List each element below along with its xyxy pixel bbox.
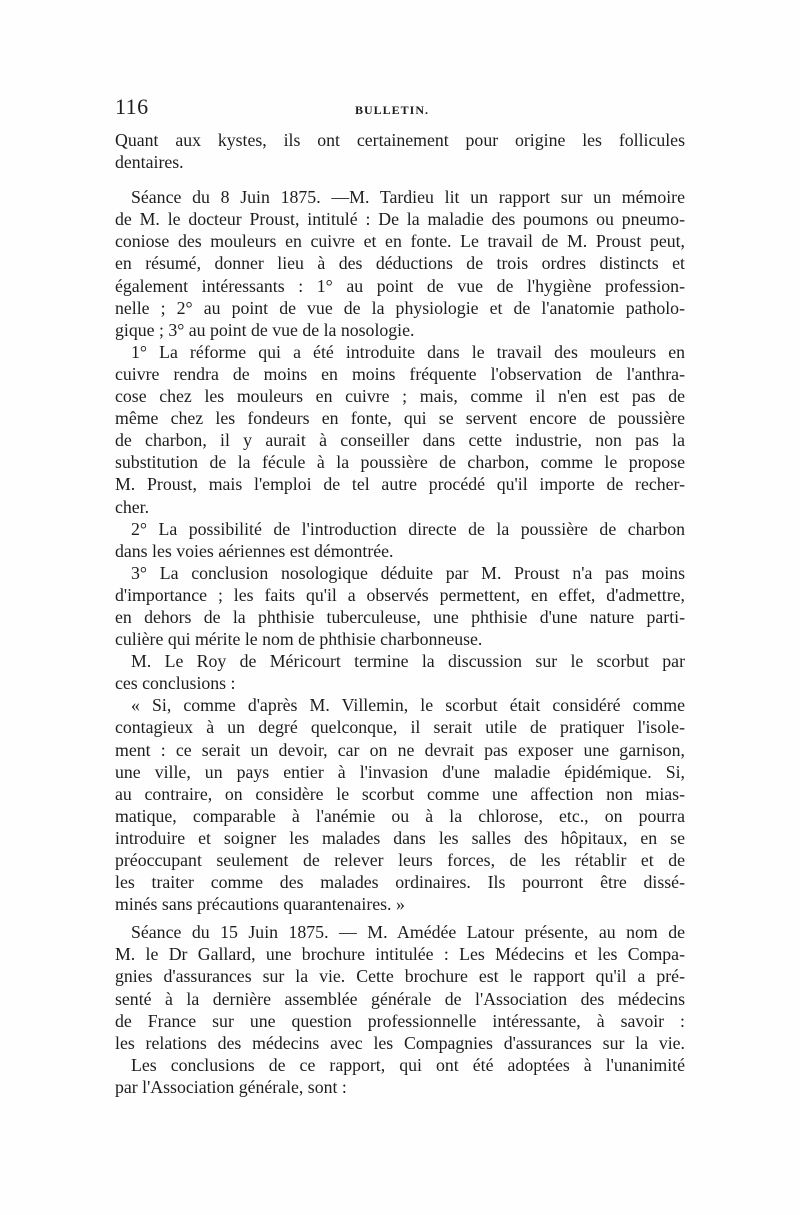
text-line: même chez les fondeurs en fonte, qui se servent encore de poussière <box>115 408 685 429</box>
text-line: senté à la dernière assemblée générale de l'Association des médecins <box>115 988 685 1009</box>
text-line: cuivre rendra de moins en moins fréquente l'observation de l'anthra- <box>115 363 685 384</box>
page-header <box>115 94 685 124</box>
text-line: M. Le Roy de Méricourt termine la discussion sur le scorbut par <box>131 651 685 672</box>
text-line: 1° La réforme qui a été introduite dans le travail des mouleurs en <box>131 341 685 362</box>
text-line: dans les voies aériennes est démontrée. <box>115 540 394 561</box>
text-line: cose chez les mouleurs en cuivre ; mais, comme il n'en est pas de <box>115 386 685 407</box>
text-line: cher. <box>115 496 150 517</box>
text-line: M. le Dr Gallard, une brochure intitulée : Les Médecins et les Compa- <box>115 944 685 965</box>
page-number: 116 <box>115 94 149 119</box>
text-line: Quant aux kystes, ils ont certainement pour origine les follicules <box>115 130 685 150</box>
text-line: de M. le docteur Proust, intitulé : De la maladie des poumons ou pneumo- <box>115 209 685 230</box>
text-line: substitution de la fécule à la poussière de charbon, comme le propose <box>115 452 685 473</box>
text-line: Les conclusions de ce rapport, qui ont été adoptées à l'unanimité <box>131 1054 685 1075</box>
text-line: les relations des médecins avec les Compagnies d'assurances sur la vie. <box>115 1032 685 1053</box>
text-line: matique, comparable à l'anémie ou à la chlorose, etc., on pourra <box>115 805 685 826</box>
text-line: 2° La possibilité de l'introduction directe de la poussière de charbon <box>131 518 685 539</box>
text-line: les traiter comme des malades ordinaires. Ils pourront être dissé- <box>115 872 685 893</box>
body-text <box>115 129 685 1098</box>
text-line: au contraire, on considère le scorbut comme une affection non mias- <box>115 783 685 804</box>
text-line: préoccupant seulement de relever leurs forces, de les rétablir et de <box>115 850 685 870</box>
text-line: Séance du 15 Juin 1875. — M. Amédée Latour présente, au nom de <box>131 922 685 943</box>
text-line: gnies d'assurances sur la vie. Cette brochure est le rapport qu'il a pré- <box>115 966 685 987</box>
text-line: ment : ce serait un devoir, car on ne devrait pas exposer une garnison, <box>115 739 685 760</box>
text-line: d'importance ; les faits qu'il a observés permettent, en effet, d'admettre, <box>115 584 685 605</box>
text-line: une ville, un pays entier à l'invasion d'une maladie épidémique. Si, <box>115 761 685 782</box>
text-line: introduire et soigner les malades dans les salles des hôpitaux, en se <box>115 827 685 848</box>
text-line: M. Proust, mais l'emploi de tel autre procédé qu'il importe de recher- <box>115 474 685 495</box>
text-line: nelle ; 2° au point de vue de la physiologie et de l'anatomie patholo- <box>115 297 685 318</box>
text-line: gique ; 3° au point de vue de la nosologie. <box>115 319 415 340</box>
text-line: de charbon, il y aurait à conseiller dans cette industrie, non pas la <box>115 430 685 451</box>
text-line: également intéressants : 1° au point de vue de l'hygiène profession- <box>115 275 685 296</box>
text-line: Séance du 8 Juin 1875. —M. Tardieu lit un rapport sur un mémoire <box>131 187 685 208</box>
text-line: en résumé, donner lieu à des déductions de trois ordres distincts et <box>115 253 685 274</box>
text-line: en dehors de la phthisie tuberculeuse, une phthisie d'une nature parti- <box>115 606 685 627</box>
text-line: dentaires. <box>115 152 184 173</box>
text-line: par l'Association générale, sont : <box>115 1076 347 1097</box>
text-line: coniose des mouleurs en cuivre et en fonte. Le travail de M. Proust peut, <box>115 231 685 252</box>
text-line: 3° La conclusion nosologique déduite par M. Proust n'a pas moins <box>131 562 685 583</box>
text-line: ces conclusions : <box>115 673 236 694</box>
text-line: culière qui mérite le nom de phthisie charbonneuse. <box>115 629 483 650</box>
text-line: de France sur une question professionnelle intéressante, à savoir : <box>115 1010 685 1031</box>
running-head: BULLETIN. <box>355 103 430 117</box>
text-line: minés sans précautions quarantenaires. » <box>115 894 405 915</box>
text-line: contagieux à un degré quelconque, il serait utile de pratiquer l'isole- <box>115 717 685 738</box>
text-line: « Si, comme d'après M. Villemin, le scorbut était considéré comme <box>131 695 685 716</box>
